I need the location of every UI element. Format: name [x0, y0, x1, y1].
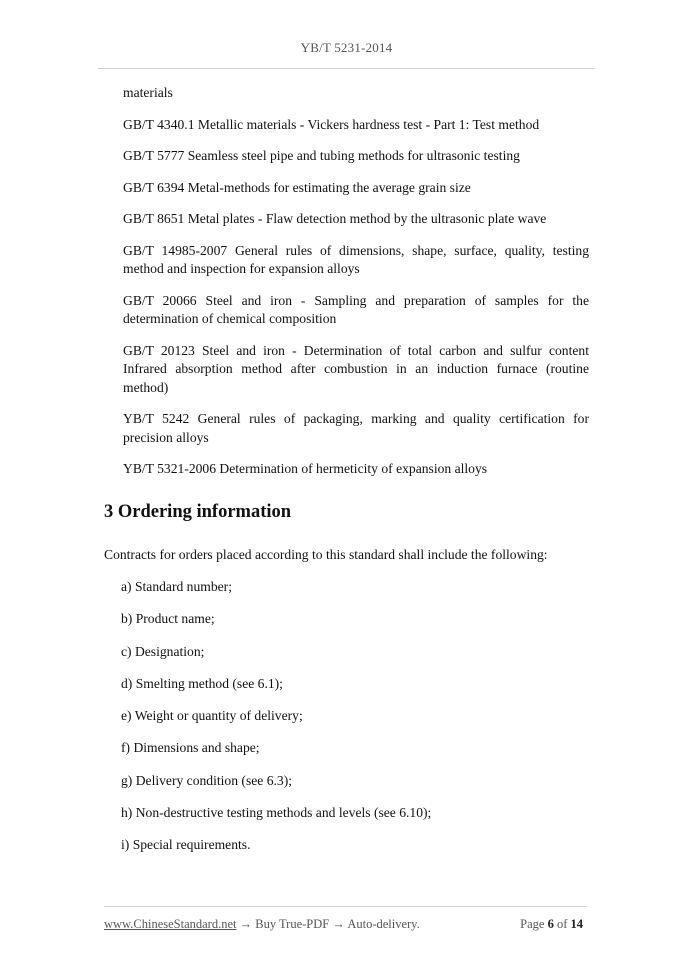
reference-item: GB/T 4340.1 Metallic materials - Vickers hardness test - Part 1: Test method [123, 116, 540, 132]
page-header: YB/T 5231-2014 [300, 40, 393, 55]
list-item: f) Dimensions and shape; [121, 740, 260, 756]
reference-item: GB/T 8651 Metal plates - Flaw detection method by the ultrasonic plate wave [123, 211, 547, 226]
page-label: Page [520, 917, 545, 931]
page-of: of [556, 917, 568, 931]
list-item: e) Weight or quantity of delivery; [121, 708, 303, 724]
section-intro: Contracts for orders placed according to this standard shall include the following: [104, 547, 548, 562]
reference-item: materials [123, 85, 173, 100]
list-item: h) Non-destructive testing methods and levels (see 6.10); [121, 805, 432, 821]
page-number [520, 917, 583, 932]
page-footer [104, 917, 587, 932]
reference-item: GB/T 6394 Metal-methods for estimating the average grain size [123, 179, 471, 195]
list-item: a) Standard number; [121, 579, 232, 594]
ordering-items-list [121, 578, 591, 869]
section-heading: 3 Ordering information [104, 502, 292, 522]
normative-references-list [123, 84, 589, 492]
list-item: c) Designation; [121, 643, 205, 659]
list-item: i) Special requirements. [121, 837, 251, 853]
site-link[interactable]: www.ChineseStandard.net [104, 917, 237, 931]
page-current: 6 [547, 917, 554, 931]
arrow-right-icon: → [239, 917, 253, 931]
reference-item: GB/T 20066 Steel and iron - Sampling and preparation of samples for the determination of chemical composition [123, 292, 589, 326]
footer-divider [104, 906, 587, 907]
reference-item: YB/T 5242 General rules of packaging, marking and quality certification for precision alloys [123, 411, 589, 445]
list-item: b) Product name; [121, 611, 215, 627]
reference-item: YB/T 5321-2006 Determination of hermeticity of expansion alloys [123, 461, 488, 476]
page-total: 14 [570, 917, 583, 931]
reference-item: GB/T 5777 Seamless steel pipe and tubing methods for ultrasonic testing [123, 148, 520, 163]
buy-pdf-text: Buy True-PDF [255, 917, 330, 931]
auto-delivery-text: Auto-delivery. [347, 917, 420, 931]
reference-item: GB/T 20123 Steel and iron - Determination of total carbon and sulfur content Infrared absorption method after combustion in an induction furnace (routine method) [123, 342, 589, 395]
list-item: g) Delivery condition (see 6.3); [121, 772, 293, 788]
arrow-right-icon: → [332, 917, 345, 931]
reference-item: GB/T 14985-2007 General rules of dimensions, shape, surface, quality, testing method and inspection for expansion alloys [123, 242, 589, 276]
list-item: d) Smelting method (see 6.1); [121, 675, 283, 691]
header-divider [98, 68, 595, 69]
